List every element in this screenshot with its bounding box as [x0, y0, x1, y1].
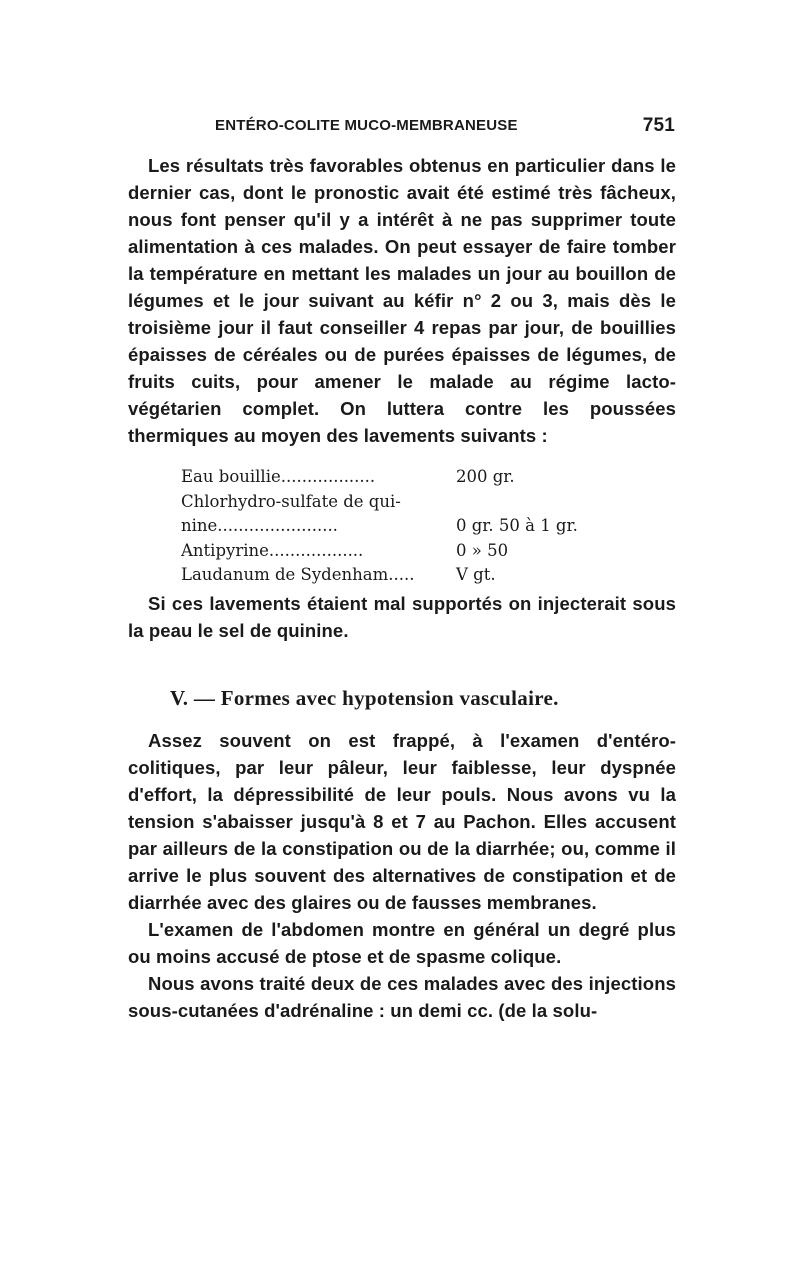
prescription-row: [181, 539, 661, 564]
page-number: 751: [642, 115, 675, 136]
section-body: [128, 727, 676, 1024]
ingredient-name: Antipyrine..................: [181, 540, 364, 560]
paragraph-results: [128, 152, 676, 449]
ingredient-dose: 0 gr. 50 à 1 gr.: [456, 516, 578, 535]
ingredient-dose: 0 » 50: [456, 540, 509, 560]
paragraph-text: Assez souvent on est frappé, à l'examen d'entéro-colitiques, par leur pâleur, leur faiblesse, leur dyspnée d'effort, la dépressibilité de leur pouls. Nous avons vu la tension s'abaisser jusqu'à 8 et 7 au Pachon. Elles accusent par ailleurs de la constipation ou de la diarrhée; ou, comme il arrive le plus souvent des alternatives de constipation et de diarrhée avec des glaires ou de fausses membranes.: [128, 730, 676, 913]
paragraph-text: Si ces lavements étaient mal supportés on injecterait sous la peau le sel de quinine.: [128, 593, 676, 641]
enema-prescription: [181, 465, 661, 588]
ingredient-name: Chlorhydro-sulfate de qui-: [181, 491, 401, 511]
paragraph-text: Les résultats très favorables obtenus en particulier dans le dernier cas, dont le pronostic avait été estimé très fâcheux, nous font penser qu'il y a intérêt à ne pas supprimer toute alimentation à ces malades. On peut essayer de faire tomber la température en mettant les malades un jour au bouillon de légumes et le jour suivant au kéfir n° 2 ou 3, mais dès le troisième jour il faut conseiller 4 repas par jour, de bouillies épaisses de céréales ou de purées épaisses de légumes, de fruits cuits, pour amener le malade au régime lacto-végétarien complet. On luttera contre les poussées thermiques au moyen des lavements suivants :: [128, 155, 676, 446]
prescription-row: [181, 490, 661, 515]
paragraph-text: Nous avons traité deux de ces malades avec des injections sous-cutanées d'adrénaline : un demi cc. (de la solu-: [128, 973, 676, 1021]
ingredient-dose: V gt.: [456, 565, 496, 584]
prescription-row: [181, 514, 661, 539]
prescription-row: [181, 563, 661, 588]
paragraph-text: L'examen de l'abdomen montre en général un degré plus ou moins accusé de ptose et de spasme colique.: [128, 919, 676, 967]
section-heading: V. — Formes avec hypotension vasculaire.: [170, 686, 559, 710]
ingredient-name: Laudanum de Sydenham.....: [181, 565, 415, 584]
running-title: ENTÉRO-COLITE MUCO-MEMBRANEUSE: [215, 117, 518, 134]
ingredient-name: Eau bouillie..................: [181, 467, 376, 486]
paragraph-quinine: [128, 590, 676, 644]
ingredient-dose: 200 gr.: [456, 467, 515, 486]
prescription-row: [181, 465, 661, 490]
ingredient-name: nine.......................: [181, 516, 338, 535]
